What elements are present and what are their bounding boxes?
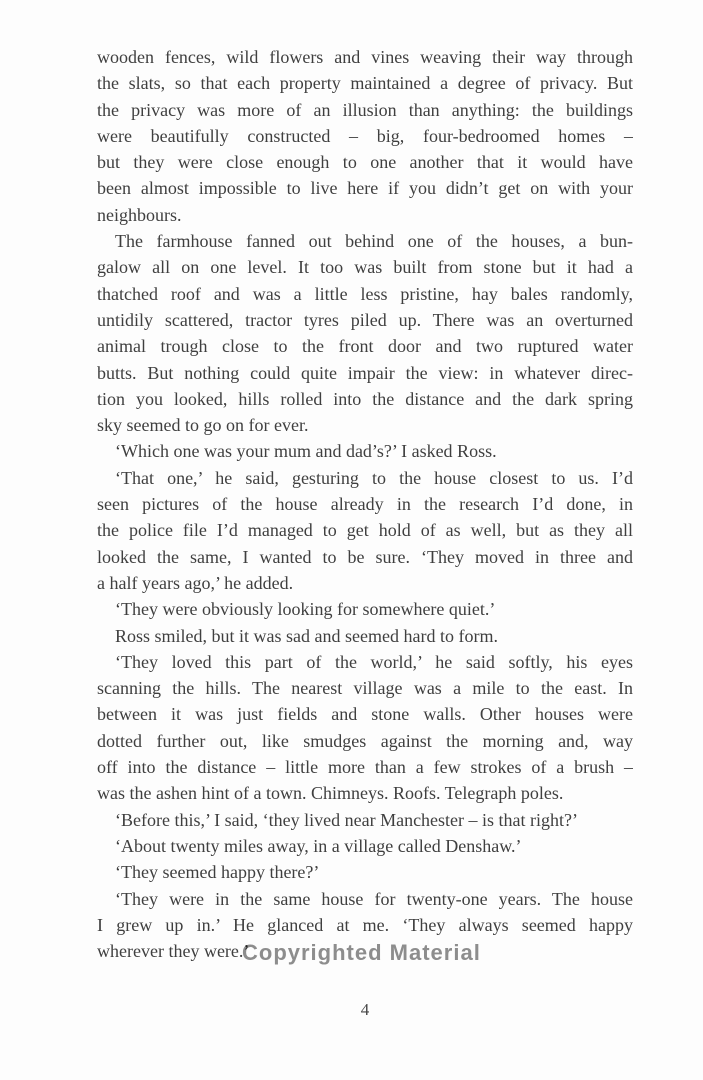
- text-line: the police file I’d managed to get hold of as well, but as they all: [97, 520, 633, 541]
- text-line: ‘They loved this part of the world,’ he said softly, his eyes: [115, 651, 633, 672]
- text-line: I grew up in.’ He glanced at me. ‘They always seemed happy: [97, 914, 633, 935]
- text-line: ‘They were obviously looking for somewhere quiet.’: [115, 599, 496, 620]
- text-line: sky seemed to go on for ever.: [97, 415, 309, 436]
- text-line: seen pictures of the house already in the research I’d done, in: [97, 494, 633, 515]
- text-line: wooden fences, wild flowers and vines weaving their way through: [97, 47, 633, 67]
- text-line: the slats, so that each property maintained a degree of privacy. But: [97, 73, 633, 94]
- text-line: ‘They were in the same house for twenty-one years. The house: [115, 888, 633, 909]
- paragraph: [97, 438, 633, 464]
- text-line: butts. But nothing could quite impair the view: in whatever direc-: [97, 362, 633, 383]
- text-line: the privacy was more of an illusion than anything: the buildings: [97, 99, 633, 120]
- paragraph: [97, 44, 633, 228]
- paragraph: [97, 859, 633, 885]
- text-line: dotted further out, like smudges against the morning and, way: [97, 730, 633, 751]
- text-line: thatched roof and was a little less pristine, hay bales randomly,: [97, 283, 633, 304]
- paragraph: [97, 833, 633, 859]
- text-line: galow all on one level. It too was built from stone but it had a: [97, 257, 633, 278]
- text-line: ‘About twenty miles away, in a village called Denshaw.’: [115, 835, 522, 856]
- text-line: was the ashen hint of a town. Chimneys. Roofs. Telegraph poles.: [97, 783, 564, 804]
- body-text: [97, 44, 633, 964]
- paragraph: [97, 649, 633, 807]
- text-line: were beautifully constructed – big, four-bedroomed homes –: [97, 125, 633, 146]
- text-line: off into the distance – little more than a few strokes of a brush –: [97, 757, 633, 778]
- paragraph: [97, 596, 633, 622]
- text-line: animal trough close to the front door and two ruptured water: [97, 336, 633, 357]
- copyright-watermark: Copyrighted Material: [242, 940, 481, 965]
- text-line: untidily scattered, tractor tyres piled up. There was an overturned: [97, 309, 633, 330]
- text-line: been almost impossible to live here if you didn’t get on with your: [97, 178, 633, 199]
- text-line: but they were close enough to one another that it would have: [97, 152, 633, 173]
- text-line: ‘Before this,’ I said, ‘they lived near Manchester – is that right?’: [115, 809, 579, 830]
- text-line: ‘Which one was your mum and dad’s?’ I asked Ross.: [115, 441, 497, 462]
- text-line: between it was just fields and stone walls. Other houses were: [97, 704, 633, 725]
- text-line: a half years ago,’ he added.: [97, 572, 294, 593]
- paragraph: [97, 623, 633, 649]
- text-line: scanning the hills. The nearest village was a mile to the east. In: [97, 678, 633, 699]
- text-line: ‘That one,’ he said, gesturing to the house closest to us. I’d: [115, 467, 633, 488]
- text-line: wherever they were.’: [97, 941, 250, 962]
- paragraph: [97, 465, 633, 596]
- paragraph: [97, 228, 633, 438]
- text-line: ‘They seemed happy there?’: [115, 862, 320, 883]
- text-line: Ross smiled, but it was sad and seemed hard to form.: [115, 625, 498, 646]
- text-line: The farmhouse fanned out behind one of the houses, a bun-: [115, 231, 633, 252]
- text-line: looked the same, I wanted to be sure. ‘They moved in three and: [97, 546, 633, 567]
- page-number: 4: [360, 1000, 370, 1019]
- text-line: tion you looked, hills rolled into the distance and the dark spring: [97, 388, 633, 409]
- paragraph: [97, 807, 633, 833]
- text-line: neighbours.: [97, 204, 182, 225]
